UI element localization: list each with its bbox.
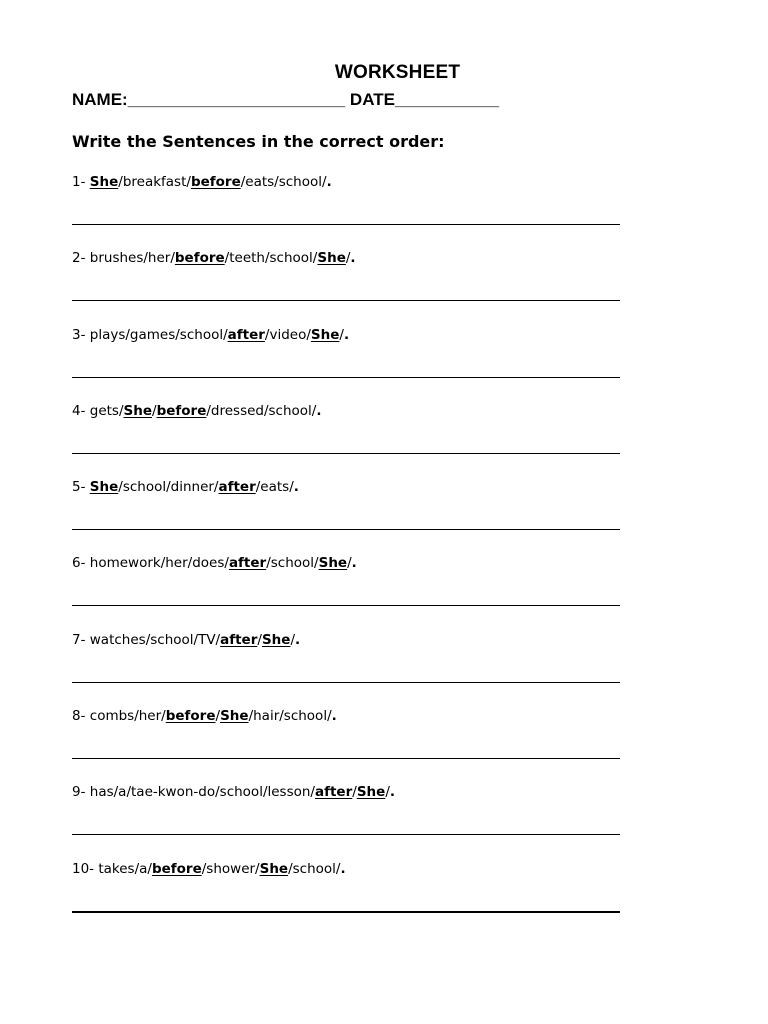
exercise-item [72, 173, 632, 249]
word-fragment: / [347, 555, 352, 572]
word-fragment: / [345, 250, 351, 267]
scrambled-sentence [72, 860, 346, 878]
sentence-end: . [293, 479, 299, 496]
keyword: She [123, 402, 153, 419]
sentence-end: . [350, 250, 356, 267]
instructions: Write the Sentences in the correct order: [72, 132, 445, 151]
keyword: She [318, 555, 348, 572]
date-field[interactable]: ___________ [394, 90, 499, 109]
answer-line[interactable] [72, 834, 620, 835]
scrambled-sentence [72, 783, 395, 801]
item-number: 5- [72, 479, 90, 496]
sentence-end: . [351, 555, 357, 572]
word-fragment: /teeth/school/ [224, 250, 318, 267]
item-number: 7- [72, 631, 90, 648]
word-fragment: has/a/tae-kwon-do/school/lesson/ [89, 784, 315, 801]
exercise-item [72, 249, 632, 325]
keyword: before [174, 250, 225, 267]
keyword: She [317, 250, 346, 267]
item-number: 10- [72, 860, 99, 877]
item-number: 4- [72, 402, 90, 419]
word-fragment: gets/ [89, 402, 124, 419]
keyword: She [310, 326, 340, 343]
sentence-end: . [389, 784, 396, 801]
exercise-list [72, 173, 632, 936]
word-fragment: combs/her/ [89, 708, 166, 725]
exercise-item [72, 860, 632, 936]
word-fragment: plays/games/school/ [89, 326, 228, 343]
exercise-item [72, 783, 632, 859]
word-fragment: /school/ [266, 555, 319, 572]
exercise-item [72, 631, 632, 707]
word-fragment: homework/her/does/ [89, 555, 229, 572]
keyword: before [151, 860, 202, 877]
keyword: after [220, 631, 258, 648]
name-label: NAME: [72, 90, 128, 109]
worksheet-title: WORKSHEET [334, 62, 461, 83]
word-fragment: / [339, 326, 344, 343]
item-number: 9- [72, 784, 90, 801]
answer-line[interactable] [72, 300, 620, 301]
item-number: 2- [72, 250, 90, 267]
answer-line[interactable] [72, 453, 620, 454]
word-fragment: brushes/her/ [89, 250, 175, 267]
scrambled-sentence [72, 402, 322, 420]
word-fragment: /eats/school/ [240, 174, 327, 190]
keyword: She [89, 174, 119, 190]
keyword: after [227, 326, 265, 343]
sentence-end: . [326, 174, 332, 190]
keyword: before [156, 402, 207, 419]
scrambled-sentence [72, 554, 357, 572]
exercise-item [72, 707, 632, 783]
exercise-item [72, 478, 632, 554]
exercise-item [72, 326, 632, 402]
exercise-item [72, 402, 632, 478]
date-label: DATE [349, 90, 395, 109]
word-fragment: /school/dinner/ [118, 479, 219, 496]
word-fragment: watches/school/TV/ [89, 631, 221, 648]
answer-line[interactable] [72, 377, 620, 378]
sentence-end: . [343, 326, 350, 343]
keyword: before [165, 708, 216, 725]
keyword: before [190, 174, 241, 190]
word-fragment: /school/ [288, 860, 341, 877]
scrambled-sentence [72, 249, 356, 267]
scrambled-sentence [72, 478, 299, 496]
scrambled-sentence [72, 173, 332, 191]
name-field[interactable]: _______________________ [127, 90, 346, 109]
keyword: after [314, 784, 353, 801]
answer-line[interactable] [72, 529, 620, 530]
word-fragment: / [257, 631, 262, 648]
word-fragment: /dressed/school/ [206, 402, 317, 419]
answer-line[interactable] [72, 911, 620, 913]
word-fragment: / [352, 784, 357, 801]
scrambled-sentence [72, 631, 300, 649]
keyword: She [89, 479, 119, 496]
sentence-end: . [340, 860, 346, 877]
word-fragment: / [152, 402, 157, 419]
keyword: after [228, 555, 267, 572]
sentence-end: . [295, 631, 301, 648]
word-fragment: /eats/ [255, 479, 294, 496]
exercise-item [72, 554, 632, 630]
answer-line[interactable] [72, 682, 620, 683]
keyword: She [259, 860, 289, 877]
keyword: after [218, 479, 256, 496]
answer-line[interactable] [72, 224, 620, 225]
name-date-row [72, 90, 499, 110]
word-fragment: / [290, 631, 295, 648]
word-fragment: /breakfast/ [118, 174, 191, 190]
keyword: She [261, 631, 291, 648]
word-fragment: /video/ [264, 326, 311, 343]
word-fragment: takes/a/ [98, 860, 152, 877]
answer-line[interactable] [72, 758, 620, 759]
keyword: She [356, 784, 386, 801]
word-fragment: /shower/ [201, 860, 260, 877]
item-number: 6- [72, 555, 90, 572]
word-fragment: / [215, 708, 221, 725]
word-fragment: / [385, 784, 390, 801]
scrambled-sentence [72, 707, 337, 725]
scrambled-sentence [72, 326, 349, 344]
item-number: 1- [72, 174, 90, 190]
sentence-end: . [316, 402, 322, 419]
keyword: She [220, 708, 249, 725]
item-number: 8- [72, 708, 90, 725]
item-number: 3- [72, 326, 90, 343]
answer-line[interactable] [72, 605, 620, 606]
sentence-end: . [331, 708, 337, 725]
word-fragment: /hair/school/ [248, 708, 332, 725]
